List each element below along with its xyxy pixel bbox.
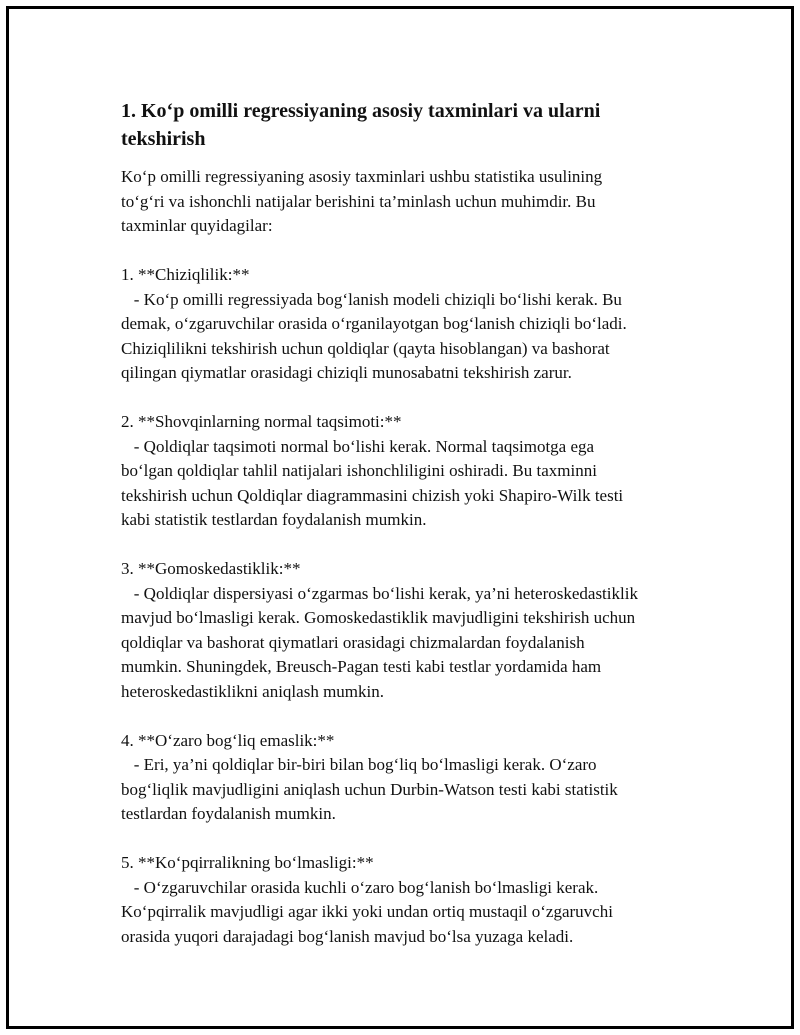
section-multicollinearity bbox=[121, 851, 711, 949]
section-linearity bbox=[121, 263, 711, 386]
section-independence bbox=[121, 729, 711, 827]
body-line: qoldiqlar va bashorat qiymatlari orasidagi chizmalardan foydalanish bbox=[121, 632, 585, 652]
intro-line: to‘g‘ri va ishonchli natijalar berishini ta’minlash uchun muhimdir. Bu bbox=[121, 191, 596, 211]
body-line: bo‘lgan qoldiqlar tahlil natijalari ishonchliligini oshiradi. Bu taxminni bbox=[121, 461, 597, 480]
intro-line: Ko‘p omilli regressiyaning asosiy taxminlari ushbu statistika usulining bbox=[121, 167, 603, 186]
body-line: mumkin. Shuningdek, Breusch-Pagan testi kabi testlar yordamida ham bbox=[121, 657, 602, 676]
body-line: - Ko‘p omilli regressiyada bog‘lanish modeli chiziqli bo‘lishi kerak. Bu bbox=[121, 289, 622, 309]
body-line: qilingan qiymatlar orasidagi chiziqli munosabatni tekshirish zarur. bbox=[121, 363, 572, 382]
document-title bbox=[121, 97, 711, 153]
body-line: Ko‘pqirralik mavjudligi agar ikki yoki undan ortiq mustaqil o‘zgaruvchi bbox=[121, 902, 613, 921]
body-line: mavjud bo‘lmasligi kerak. Gomoskedastiklik mavjudligini tekshirish uchun bbox=[121, 608, 636, 627]
body-line: kabi statistik testlardan foydalanish mumkin. bbox=[121, 510, 427, 529]
section-body bbox=[121, 288, 711, 386]
section-heading: 2. **Shovqinlarning normal taqsimoti:** bbox=[121, 412, 402, 431]
section-homoscedasticity bbox=[121, 557, 711, 704]
body-line: - Qoldiqlar dispersiyasi o‘zgarmas bo‘lishi kerak, ya’ni heteroskedastiklik bbox=[121, 583, 638, 603]
body-line: tekshirish uchun Qoldiqlar diagrammasini chizish yoki Shapiro-Wilk testi bbox=[121, 485, 624, 505]
section-body bbox=[121, 582, 711, 705]
body-line: - Eri, ya’ni qoldiqlar bir-biri bilan bog‘liq bo‘lmasligi kerak. O‘zaro bbox=[121, 755, 597, 774]
body-line: orasida yuqori darajadagi bog‘lanish mavjud bo‘lsa yuzaga keladi. bbox=[121, 926, 574, 946]
title-line: tekshirish bbox=[121, 128, 206, 150]
body-line: testlardan foydalanish mumkin. bbox=[121, 804, 336, 823]
section-normality bbox=[121, 410, 711, 533]
body-line: heteroskedastiklikni aniqlash mumkin. bbox=[121, 681, 384, 701]
intro-line: taxminlar quyidagilar: bbox=[121, 216, 273, 235]
body-line: bog‘liqlik mavjudligini aniqlash uchun Durbin-Watson testi kabi statistik bbox=[121, 779, 618, 799]
body-line: - O‘zgaruvchilar orasida kuchli o‘zaro bog‘lanish bo‘lmasligi kerak. bbox=[121, 877, 599, 897]
section-heading: 1. **Chiziqlilik:** bbox=[121, 265, 250, 284]
section-body bbox=[121, 435, 711, 533]
body-line: demak, o‘zgaruvchilar orasida o‘rganilayotgan bog‘lanish chiziqli bo‘ladi. bbox=[121, 314, 627, 333]
page-frame bbox=[6, 6, 794, 1029]
title-line: 1. Ko‘p omilli regressiyaning asosiy taxminlari va ularni bbox=[121, 100, 601, 122]
intro-paragraph bbox=[121, 165, 711, 239]
document-body bbox=[121, 97, 711, 949]
section-heading: 5. **Ko‘pqirralikning bo‘lmasligi:** bbox=[121, 853, 374, 872]
section-heading: 4. **O‘zaro bog‘liq emaslik:** bbox=[121, 730, 335, 750]
section-body bbox=[121, 753, 711, 827]
body-line: Chiziqlilikni tekshirish uchun qoldiqlar (qayta hisoblangan) va bashorat bbox=[121, 338, 610, 358]
body-line: - Qoldiqlar taqsimoti normal bo‘lishi kerak. Normal taqsimotga ega bbox=[121, 436, 595, 456]
section-body bbox=[121, 876, 711, 950]
section-heading: 3. **Gomoskedastiklik:** bbox=[121, 559, 301, 578]
